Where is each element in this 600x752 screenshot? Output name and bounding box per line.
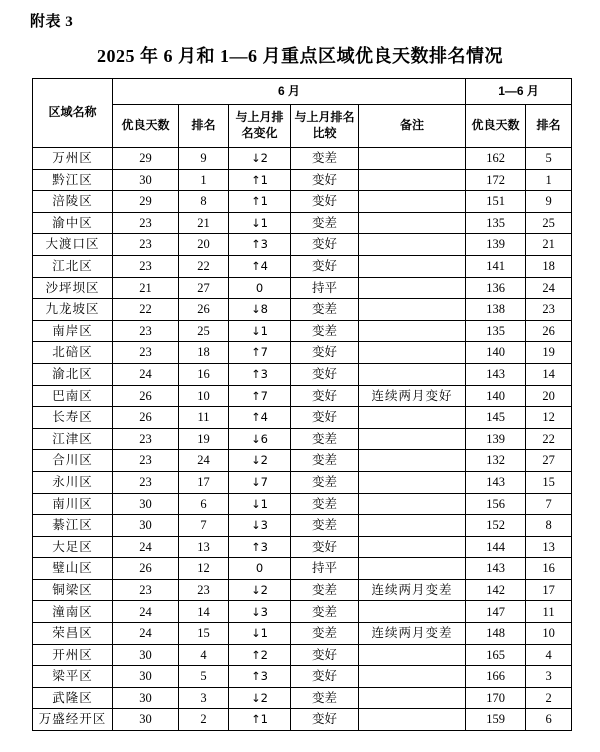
rank-compare-cell: 变差 (291, 148, 359, 170)
region-name-cell: 铜梁区 (33, 579, 113, 601)
rank-change-cell (229, 515, 291, 537)
rank-change-cell (229, 493, 291, 515)
table-row (33, 623, 572, 645)
rank-change-value: ↓1 (251, 496, 268, 511)
june-good-days-cell: 29 (113, 148, 179, 170)
cum-good-days-cell: 159 (466, 709, 526, 731)
cum-rank-cell: 8 (526, 515, 572, 537)
june-good-days-cell: 23 (113, 320, 179, 342)
june-good-days-cell: 26 (113, 385, 179, 407)
rank-compare-cell: 变好 (291, 255, 359, 277)
table-body (33, 148, 572, 731)
june-good-days-cell: 30 (113, 515, 179, 537)
table-row (33, 428, 572, 450)
june-good-days-cell: 30 (113, 169, 179, 191)
region-name-cell: 涪陵区 (33, 191, 113, 213)
june-rank-cell: 27 (179, 277, 229, 299)
cum-good-days-cell: 170 (466, 687, 526, 709)
cum-good-days-cell: 143 (466, 363, 526, 385)
rank-change-cell (229, 320, 291, 342)
cum-good-days-cell: 142 (466, 579, 526, 601)
cum-good-days-cell: 165 (466, 644, 526, 666)
cum-good-days-cell: 136 (466, 277, 526, 299)
remark-cell (359, 428, 466, 450)
rank-compare-cell: 持平 (291, 277, 359, 299)
remark-cell (359, 644, 466, 666)
rank-change-value: ↑3 (251, 669, 268, 684)
rank-change-cell (229, 342, 291, 364)
rank-change-cell (229, 169, 291, 191)
june-rank-cell: 3 (179, 687, 229, 709)
cum-rank-cell: 25 (526, 212, 572, 234)
remark-cell: 连续两月变差 (359, 579, 466, 601)
cum-rank-cell: 3 (526, 666, 572, 688)
appendix-label: 附表 3 (30, 14, 74, 30)
remark-cell (359, 148, 466, 170)
region-name-cell: 巴南区 (33, 385, 113, 407)
region-name-cell: 大足区 (33, 536, 113, 558)
region-name-cell: 璧山区 (33, 558, 113, 580)
rank-change-value: ↓6 (251, 431, 268, 446)
rank-change-value: ↑4 (251, 410, 268, 425)
rank-change-cell (229, 148, 291, 170)
table-row (33, 471, 572, 493)
rank-compare-cell: 持平 (291, 558, 359, 580)
remark-cell (359, 299, 466, 321)
region-name-cell: 合川区 (33, 450, 113, 472)
june-rank-cell: 7 (179, 515, 229, 537)
rank-change-cell (229, 191, 291, 213)
column-header-june-good-days: 优良天数 (113, 105, 179, 148)
region-name-cell: 江北区 (33, 255, 113, 277)
cum-good-days-cell: 144 (466, 536, 526, 558)
remark-cell: 连续两月变差 (359, 623, 466, 645)
rank-change-value: ↓1 (251, 323, 268, 338)
cum-good-days-cell: 166 (466, 666, 526, 688)
rank-change-value: ↑1 (251, 172, 268, 187)
cum-rank-cell: 15 (526, 471, 572, 493)
june-rank-cell: 14 (179, 601, 229, 623)
rank-compare-cell: 变差 (291, 687, 359, 709)
rank-change-cell (229, 234, 291, 256)
remark-cell (359, 601, 466, 623)
rank-change-value: ↑4 (251, 259, 268, 274)
rank-change-cell (229, 601, 291, 623)
rank-change-value: ↓1 (251, 215, 268, 230)
rank-change-value: 0 (255, 280, 264, 295)
cum-good-days-cell: 135 (466, 320, 526, 342)
table-row (33, 558, 572, 580)
rank-change-cell (229, 299, 291, 321)
cum-good-days-cell: 132 (466, 450, 526, 472)
rank-compare-cell: 变差 (291, 428, 359, 450)
june-good-days-cell: 23 (113, 579, 179, 601)
table-row (33, 277, 572, 299)
june-good-days-cell: 26 (113, 407, 179, 429)
ranking-table (32, 78, 572, 731)
june-rank-cell: 13 (179, 536, 229, 558)
table-row (33, 299, 572, 321)
june-rank-cell: 20 (179, 234, 229, 256)
rank-change-cell (229, 644, 291, 666)
region-name-cell: 江津区 (33, 428, 113, 450)
rank-change-value: ↓3 (251, 604, 268, 619)
remark-cell (359, 277, 466, 299)
cum-rank-cell: 7 (526, 493, 572, 515)
cum-good-days-cell: 162 (466, 148, 526, 170)
june-good-days-cell: 30 (113, 709, 179, 731)
rank-change-value: ↓3 (251, 518, 268, 533)
table-row (33, 385, 572, 407)
cum-rank-cell: 9 (526, 191, 572, 213)
rank-change-cell (229, 363, 291, 385)
remark-cell (359, 666, 466, 688)
remark-cell (359, 493, 466, 515)
rank-change-cell (229, 536, 291, 558)
region-name-cell: 渝中区 (33, 212, 113, 234)
table-row (33, 363, 572, 385)
table-row (33, 515, 572, 537)
rank-compare-cell: 变好 (291, 536, 359, 558)
cum-rank-cell: 21 (526, 234, 572, 256)
rank-change-value: 0 (255, 561, 264, 576)
june-good-days-cell: 24 (113, 623, 179, 645)
rank-change-cell (229, 579, 291, 601)
region-name-cell: 綦江区 (33, 515, 113, 537)
rank-compare-cell: 变差 (291, 601, 359, 623)
remark-cell (359, 709, 466, 731)
june-rank-cell: 16 (179, 363, 229, 385)
cum-good-days-cell: 143 (466, 471, 526, 493)
remark-cell (359, 536, 466, 558)
cum-rank-cell: 2 (526, 687, 572, 709)
table-row (33, 666, 572, 688)
table-row (33, 601, 572, 623)
remark-cell (359, 234, 466, 256)
rank-compare-cell: 变差 (291, 493, 359, 515)
june-good-days-cell: 23 (113, 471, 179, 493)
table-row (33, 342, 572, 364)
cum-good-days-cell: 135 (466, 212, 526, 234)
region-name-cell: 沙坪坝区 (33, 277, 113, 299)
june-good-days-cell: 30 (113, 493, 179, 515)
rank-change-value: ↓8 (251, 302, 268, 317)
table-row (33, 169, 572, 191)
rank-change-cell (229, 623, 291, 645)
table-row (33, 450, 572, 472)
june-good-days-cell: 24 (113, 363, 179, 385)
june-good-days-cell: 23 (113, 342, 179, 364)
cum-good-days-cell: 139 (466, 234, 526, 256)
region-name-cell: 武隆区 (33, 687, 113, 709)
june-rank-cell: 19 (179, 428, 229, 450)
cum-rank-cell: 12 (526, 407, 572, 429)
rank-change-value: ↓2 (251, 151, 268, 166)
cum-rank-cell: 26 (526, 320, 572, 342)
june-rank-cell: 15 (179, 623, 229, 645)
remark-cell (359, 407, 466, 429)
rank-compare-cell: 变好 (291, 709, 359, 731)
rank-change-cell (229, 450, 291, 472)
rank-change-cell (229, 666, 291, 688)
june-rank-cell: 5 (179, 666, 229, 688)
column-header-rank-change: 与上月排名变化 (229, 105, 291, 148)
rank-change-value: ↑7 (251, 345, 268, 360)
june-rank-cell: 10 (179, 385, 229, 407)
column-header-rank-compare: 与上月排名比较 (291, 105, 359, 148)
june-good-days-cell: 30 (113, 644, 179, 666)
cum-rank-cell: 24 (526, 277, 572, 299)
june-rank-cell: 18 (179, 342, 229, 364)
cum-rank-cell: 22 (526, 428, 572, 450)
cum-rank-cell: 23 (526, 299, 572, 321)
rank-change-cell (229, 687, 291, 709)
rank-change-cell (229, 407, 291, 429)
rank-change-value: ↑3 (251, 237, 268, 252)
rank-change-cell (229, 709, 291, 731)
remark-cell (359, 515, 466, 537)
cum-good-days-cell: 147 (466, 601, 526, 623)
table-row (33, 255, 572, 277)
region-name-cell: 荣昌区 (33, 623, 113, 645)
june-rank-cell: 2 (179, 709, 229, 731)
remark-cell (359, 169, 466, 191)
rank-compare-cell: 变差 (291, 623, 359, 645)
june-rank-cell: 12 (179, 558, 229, 580)
cum-rank-cell: 5 (526, 148, 572, 170)
cum-good-days-cell: 145 (466, 407, 526, 429)
rank-change-cell (229, 385, 291, 407)
rank-change-cell (229, 558, 291, 580)
june-good-days-cell: 23 (113, 234, 179, 256)
cum-rank-cell: 6 (526, 709, 572, 731)
june-rank-cell: 4 (179, 644, 229, 666)
rank-change-cell (229, 212, 291, 234)
rank-change-value: ↑3 (251, 366, 268, 381)
rank-compare-cell: 变差 (291, 320, 359, 342)
region-name-cell: 大渡口区 (33, 234, 113, 256)
region-name-cell: 黔江区 (33, 169, 113, 191)
cum-good-days-cell: 152 (466, 515, 526, 537)
table-row (33, 148, 572, 170)
table-header (33, 79, 572, 148)
cum-rank-cell: 4 (526, 644, 572, 666)
region-name-cell: 九龙坡区 (33, 299, 113, 321)
rank-compare-cell: 变差 (291, 515, 359, 537)
cum-rank-cell: 17 (526, 579, 572, 601)
cum-rank-cell: 14 (526, 363, 572, 385)
cum-rank-cell: 19 (526, 342, 572, 364)
cum-good-days-cell: 140 (466, 342, 526, 364)
group-header-june: 6 月 (113, 79, 466, 105)
rank-compare-cell: 变差 (291, 579, 359, 601)
rank-change-value: ↓7 (251, 474, 268, 489)
rank-change-cell (229, 277, 291, 299)
region-name-cell: 开州区 (33, 644, 113, 666)
june-rank-cell: 8 (179, 191, 229, 213)
cum-rank-cell: 11 (526, 601, 572, 623)
column-header-cum-rank: 排名 (526, 105, 572, 148)
rank-change-value: ↑1 (251, 712, 268, 727)
cum-rank-cell: 13 (526, 536, 572, 558)
remark-cell (359, 471, 466, 493)
rank-change-value: ↓1 (251, 626, 268, 641)
june-rank-cell: 26 (179, 299, 229, 321)
table-group-header-row (33, 79, 572, 105)
june-good-days-cell: 29 (113, 191, 179, 213)
rank-compare-cell: 变好 (291, 385, 359, 407)
page-title: 2025 年 6 月和 1—6 月重点区域优良天数排名情况 (97, 46, 503, 66)
table-column-header-row (33, 105, 572, 148)
column-header-region: 区域名称 (33, 79, 113, 148)
cum-good-days-cell: 143 (466, 558, 526, 580)
remark-cell (359, 687, 466, 709)
region-name-cell: 永川区 (33, 471, 113, 493)
cum-rank-cell: 16 (526, 558, 572, 580)
june-good-days-cell: 26 (113, 558, 179, 580)
cum-rank-cell: 18 (526, 255, 572, 277)
rank-compare-cell: 变好 (291, 666, 359, 688)
column-header-remark: 备注 (359, 105, 466, 148)
rank-change-value: ↑2 (251, 647, 268, 662)
remark-cell (359, 342, 466, 364)
remark-cell (359, 558, 466, 580)
table-row (33, 212, 572, 234)
cum-good-days-cell: 151 (466, 191, 526, 213)
rank-change-cell (229, 255, 291, 277)
rank-compare-cell: 变好 (291, 363, 359, 385)
remark-cell (359, 450, 466, 472)
rank-change-value: ↓2 (251, 453, 268, 468)
cum-good-days-cell: 172 (466, 169, 526, 191)
june-rank-cell: 1 (179, 169, 229, 191)
table-row (33, 644, 572, 666)
column-header-june-rank: 排名 (179, 105, 229, 148)
cum-rank-cell: 20 (526, 385, 572, 407)
june-rank-cell: 6 (179, 493, 229, 515)
column-header-cum-good-days: 优良天数 (466, 105, 526, 148)
cum-good-days-cell: 148 (466, 623, 526, 645)
rank-change-cell (229, 428, 291, 450)
june-good-days-cell: 23 (113, 450, 179, 472)
rank-compare-cell: 变差 (291, 299, 359, 321)
region-name-cell: 南川区 (33, 493, 113, 515)
cum-good-days-cell: 139 (466, 428, 526, 450)
remark-cell: 连续两月变好 (359, 385, 466, 407)
rank-compare-cell: 变差 (291, 212, 359, 234)
rank-compare-cell: 变好 (291, 342, 359, 364)
rank-compare-cell: 变好 (291, 169, 359, 191)
june-good-days-cell: 23 (113, 255, 179, 277)
june-rank-cell: 24 (179, 450, 229, 472)
table-row (33, 191, 572, 213)
june-good-days-cell: 21 (113, 277, 179, 299)
table-row (33, 687, 572, 709)
region-name-cell: 万州区 (33, 148, 113, 170)
rank-compare-cell: 变差 (291, 471, 359, 493)
region-name-cell: 南岸区 (33, 320, 113, 342)
rank-compare-cell: 变好 (291, 644, 359, 666)
june-good-days-cell: 22 (113, 299, 179, 321)
cum-good-days-cell: 138 (466, 299, 526, 321)
rank-change-value: ↑3 (251, 539, 268, 554)
region-name-cell: 潼南区 (33, 601, 113, 623)
table-row (33, 407, 572, 429)
rank-change-value: ↑1 (251, 194, 268, 209)
table-row (33, 709, 572, 731)
table-row (33, 536, 572, 558)
cum-rank-cell: 10 (526, 623, 572, 645)
rank-change-value: ↑7 (251, 388, 268, 403)
june-rank-cell: 23 (179, 579, 229, 601)
cum-rank-cell: 1 (526, 169, 572, 191)
june-rank-cell: 9 (179, 148, 229, 170)
remark-cell (359, 320, 466, 342)
cum-good-days-cell: 156 (466, 493, 526, 515)
table-row (33, 493, 572, 515)
rank-change-value: ↓2 (251, 582, 268, 597)
june-good-days-cell: 24 (113, 601, 179, 623)
region-name-cell: 渝北区 (33, 363, 113, 385)
rank-compare-cell: 变好 (291, 407, 359, 429)
cum-good-days-cell: 140 (466, 385, 526, 407)
table-row (33, 579, 572, 601)
rank-compare-cell: 变好 (291, 234, 359, 256)
rank-compare-cell: 变差 (291, 450, 359, 472)
region-name-cell: 长寿区 (33, 407, 113, 429)
june-good-days-cell: 30 (113, 666, 179, 688)
june-rank-cell: 22 (179, 255, 229, 277)
region-name-cell: 梁平区 (33, 666, 113, 688)
june-good-days-cell: 23 (113, 428, 179, 450)
remark-cell (359, 255, 466, 277)
june-rank-cell: 11 (179, 407, 229, 429)
june-good-days-cell: 23 (113, 212, 179, 234)
region-name-cell: 北碚区 (33, 342, 113, 364)
june-rank-cell: 25 (179, 320, 229, 342)
june-good-days-cell: 30 (113, 687, 179, 709)
june-rank-cell: 17 (179, 471, 229, 493)
cum-rank-cell: 27 (526, 450, 572, 472)
june-rank-cell: 21 (179, 212, 229, 234)
group-header-jan-to-june: 1—6 月 (466, 79, 572, 105)
table-row (33, 320, 572, 342)
table-row (33, 234, 572, 256)
region-name-cell: 万盛经开区 (33, 709, 113, 731)
remark-cell (359, 212, 466, 234)
remark-cell (359, 363, 466, 385)
cum-good-days-cell: 141 (466, 255, 526, 277)
remark-cell (359, 191, 466, 213)
rank-change-value: ↓2 (251, 690, 268, 705)
june-good-days-cell: 24 (113, 536, 179, 558)
rank-change-cell (229, 471, 291, 493)
rank-compare-cell: 变好 (291, 191, 359, 213)
